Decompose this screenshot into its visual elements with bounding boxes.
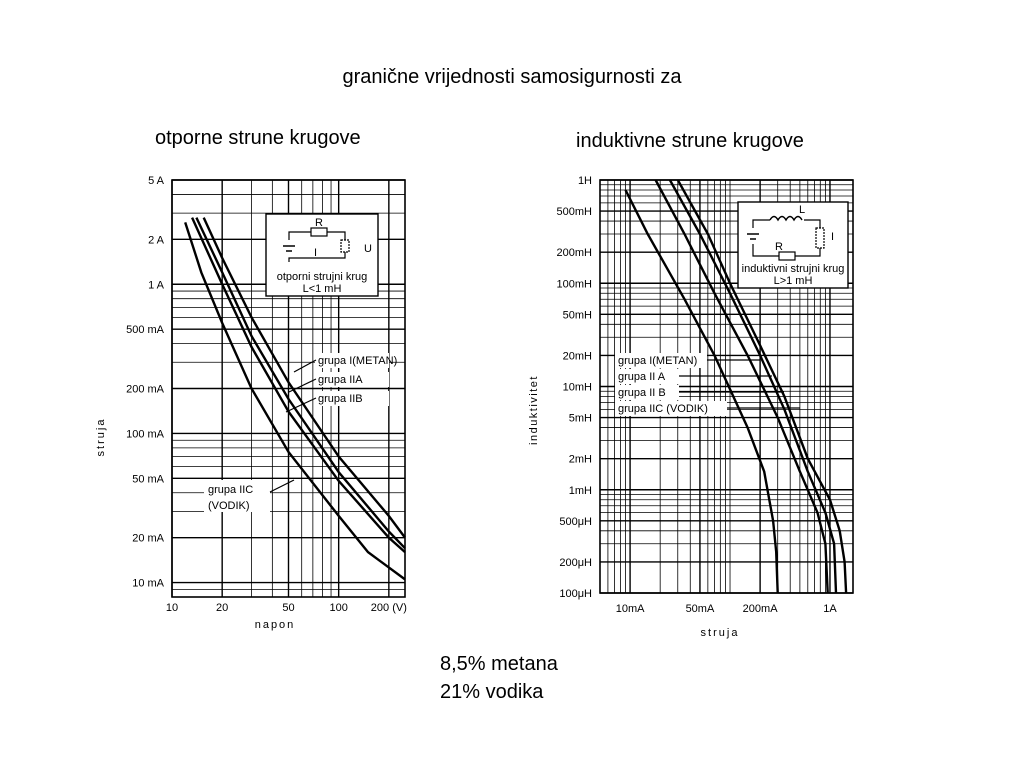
x-tick-label: 200 (V): [370, 602, 407, 614]
y-tick-label: 200μH: [559, 556, 592, 569]
y-tick-label: 500μH: [559, 515, 592, 528]
y-tick-label: 100 mA: [126, 428, 164, 441]
note-methane: 8,5% metana: [440, 653, 558, 675]
load-icon: [816, 228, 824, 248]
y-tick-label: 10 mA: [132, 577, 164, 590]
inset-inductive: [738, 202, 848, 288]
legend-entry: grupa IIC (VODIK): [618, 403, 708, 415]
legend-entry: grupa IIA: [318, 374, 363, 386]
x-tick-label: 50: [282, 602, 295, 614]
y-tick-label: 1mH: [568, 484, 592, 497]
y-tick-label: 200 mA: [126, 383, 164, 396]
inset-label: otporni strujni krug: [276, 271, 368, 283]
inset-symbol: U: [364, 243, 372, 255]
legend-entry: grupa I(METAN): [318, 355, 398, 367]
x-tick-label: 200mA: [742, 603, 778, 615]
inset-symbol: R: [315, 217, 323, 229]
inset-label: induktivni strujni krug: [741, 263, 845, 275]
inset-label: L<1 mH: [302, 283, 342, 295]
x-tick-label: 20: [216, 602, 229, 614]
legend-entry: (VODIK): [208, 500, 250, 512]
y-axis-label: struja: [95, 417, 107, 457]
chart-title-resistive: otporne strune krugove: [155, 127, 361, 149]
y-tick-label: 2mH: [568, 453, 592, 466]
x-tick-label: 100: [329, 602, 348, 614]
inset-symbol: I: [831, 231, 835, 243]
y-tick-label: 500mH: [556, 206, 592, 219]
legend-entry: grupa IIB: [318, 393, 363, 405]
inset-symbol: R: [775, 241, 783, 253]
page-title: granične vrijednosti samosigurnosti za: [342, 66, 682, 88]
y-tick-label: 1 A: [148, 279, 164, 292]
inset-symbol: I: [314, 247, 318, 259]
legend-entry: grupa IIC: [208, 484, 254, 496]
y-tick-label: 20mH: [562, 350, 592, 363]
chart-inductive-plot: [528, 175, 853, 639]
legend-entry: grupa II A: [618, 371, 666, 383]
x-tick-label: 1A: [823, 603, 837, 615]
x-tick-label: 50mA: [685, 603, 715, 615]
x-tick-label: 10: [165, 602, 179, 614]
x-tick-label: 10mA: [615, 603, 645, 615]
note-hydrogen: 21% vodika: [440, 681, 544, 703]
legend-entry: grupa I(METAN): [618, 355, 698, 367]
x-axis-label: napon: [254, 619, 296, 631]
y-tick-label: 100mH: [556, 278, 592, 291]
y-tick-label: 50mH: [562, 309, 592, 322]
inset-label: L>1 mH: [773, 275, 813, 287]
resistor-icon: [779, 252, 795, 260]
x-axis-label: struja: [700, 627, 740, 639]
y-tick-label: 1H: [577, 175, 592, 187]
inset-symbol: L: [799, 204, 806, 216]
y-tick-label: 5 A: [148, 175, 164, 187]
y-tick-label: 100μH: [559, 588, 592, 600]
y-tick-label: 2 A: [148, 234, 164, 247]
y-axis-label: induktivitet: [528, 375, 540, 445]
y-tick-label: 200mH: [556, 247, 592, 260]
y-tick-label: 20 mA: [132, 532, 164, 545]
y-tick-label: 500 mA: [126, 324, 164, 337]
legend-entry: grupa II B: [618, 387, 666, 399]
y-tick-label: 5mH: [568, 412, 592, 425]
chart-title-inductive: induktivne strune krugove: [576, 130, 804, 152]
notes: [440, 650, 558, 706]
y-tick-label: 50 mA: [132, 473, 164, 486]
y-tick-label: 10mH: [562, 381, 592, 394]
